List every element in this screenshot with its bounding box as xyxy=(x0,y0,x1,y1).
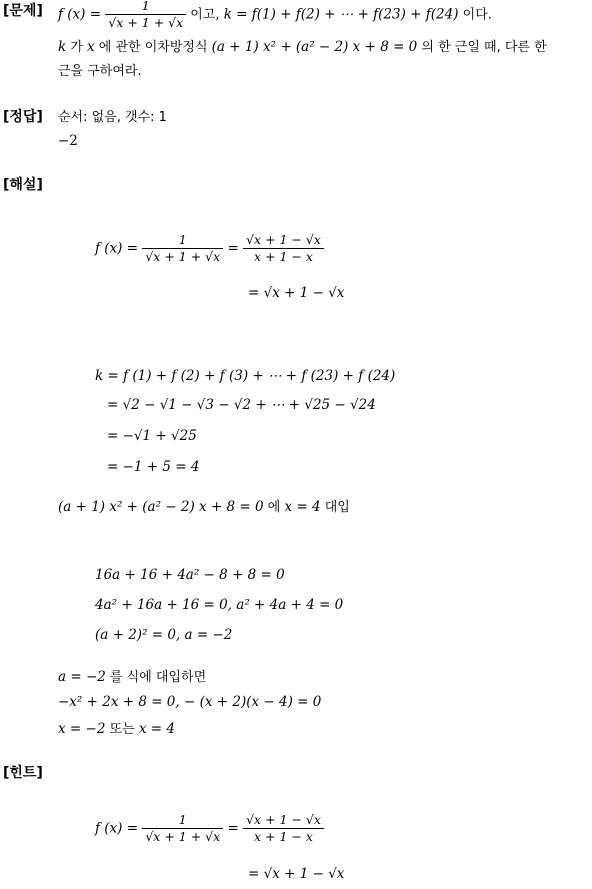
solution-result-text: 를 식에 대입하면 xyxy=(105,670,207,685)
problem-line-3: 근을 구하여라. xyxy=(58,64,142,79)
problem-fraction-num: 1 xyxy=(141,0,150,13)
solution-a-value: a = −2 xyxy=(58,669,106,685)
hint-fraction-1-den: √x + 1 + √x xyxy=(142,828,223,844)
problem-text-ga: 가 xyxy=(66,40,88,55)
problem-fraction-den: √x + 1 + √x xyxy=(105,14,186,30)
hint-f-equals: = xyxy=(223,820,244,837)
solution-result-line-2: −x² + 2x + 8 = 0, − (x + 2)(x − 4) = 0 xyxy=(58,694,322,710)
problem-line-1 xyxy=(58,0,492,29)
solution-sub-x: x = 4 xyxy=(284,499,321,515)
solution-label: [해설] xyxy=(3,177,43,193)
problem-text-mid: 이고, xyxy=(186,7,224,23)
solution-sub-text-daeip: 대입 xyxy=(320,500,350,515)
solution-fraction-2-den: x + 1 − x xyxy=(243,248,324,264)
solution-k-line-2: = √2 − √1 − √3 − √2 + ⋯ + √25 − √24 xyxy=(107,397,376,413)
solution-result-line-3 xyxy=(58,722,175,737)
hint-fraction-2 xyxy=(243,814,324,843)
solution-f-lhs: f (x) = xyxy=(95,240,143,257)
answer-meta: 순서: 없음, 갯수: 1 xyxy=(58,110,167,125)
solution-fraction-1-num: 1 xyxy=(178,232,187,247)
hint-fraction-1 xyxy=(142,814,223,843)
solution-fraction-2 xyxy=(243,234,324,263)
hint-fraction-1-num: 1 xyxy=(178,812,187,827)
problem-text-quadratic: 에 관한 이차방정식 xyxy=(94,40,212,55)
problem-fx: f (x) = xyxy=(58,6,106,23)
problem-var-k: k xyxy=(58,39,67,55)
solution-root-1: x = −2 xyxy=(58,721,106,737)
hint-label: [힌트] xyxy=(3,765,43,781)
problem-k-def: k = f(1) + f(2) + ⋯ + f(23) + f(24) xyxy=(223,6,459,23)
hint-fraction-2-num: √x + 1 − √x xyxy=(246,812,321,827)
problem-var-x: x xyxy=(87,39,95,55)
solution-a-line-1: 16a + 16 + 4a² − 8 + 8 = 0 xyxy=(95,567,285,583)
answer-label: [정답] xyxy=(3,109,43,125)
solution-sub-text-e: 에 xyxy=(263,500,285,515)
solution-k-line-1: k = f (1) + f (2) + f (3) + ⋯ + f (23) + f (24) xyxy=(95,368,396,384)
hint-f-lhs: f (x) = xyxy=(95,820,143,837)
solution-a-line-3: (a + 2)² = 0, a = −2 xyxy=(95,627,233,643)
solution-fraction-1-den: √x + 1 + √x xyxy=(142,248,223,264)
problem-fraction xyxy=(105,0,186,29)
problem-equation: (a + 1) x² + (a² − 2) x + 8 = 0 xyxy=(211,39,418,55)
solution-substitute-line xyxy=(58,500,350,515)
problem-text-end: 이다. xyxy=(458,7,492,23)
solution-sub-equation: (a + 1) x² + (a² − 2) x + 8 = 0 xyxy=(58,499,264,515)
solution-f-equals: = xyxy=(223,240,244,257)
solution-k-line-4: = −1 + 5 = 4 xyxy=(107,459,200,475)
answer-value: −2 xyxy=(58,133,78,149)
problem-line-2 xyxy=(58,40,547,55)
solution-f-line-1 xyxy=(95,234,324,263)
hint-f-line-1 xyxy=(95,814,324,843)
solution-fraction-1 xyxy=(142,234,223,263)
solution-result-line-1 xyxy=(58,670,206,685)
problem-text-root: 의 한 근일 때, 다른 한 xyxy=(417,40,547,55)
problem-label: [문제] xyxy=(3,3,43,19)
solution-fraction-2-num: √x + 1 − √x xyxy=(246,232,321,247)
solution-k-line-3: = −√1 + √25 xyxy=(107,428,197,444)
hint-fraction-2-den: x + 1 − x xyxy=(243,828,324,844)
solution-root-2: x = 4 xyxy=(138,721,175,737)
solution-f-line-2: = √x + 1 − √x xyxy=(248,285,345,301)
hint-f-line-2: = √x + 1 − √x xyxy=(248,866,345,882)
solution-a-line-2: 4a² + 16a + 16 = 0, a² + 4a + 4 = 0 xyxy=(95,597,344,613)
solution-or-text: 또는 xyxy=(105,722,139,737)
